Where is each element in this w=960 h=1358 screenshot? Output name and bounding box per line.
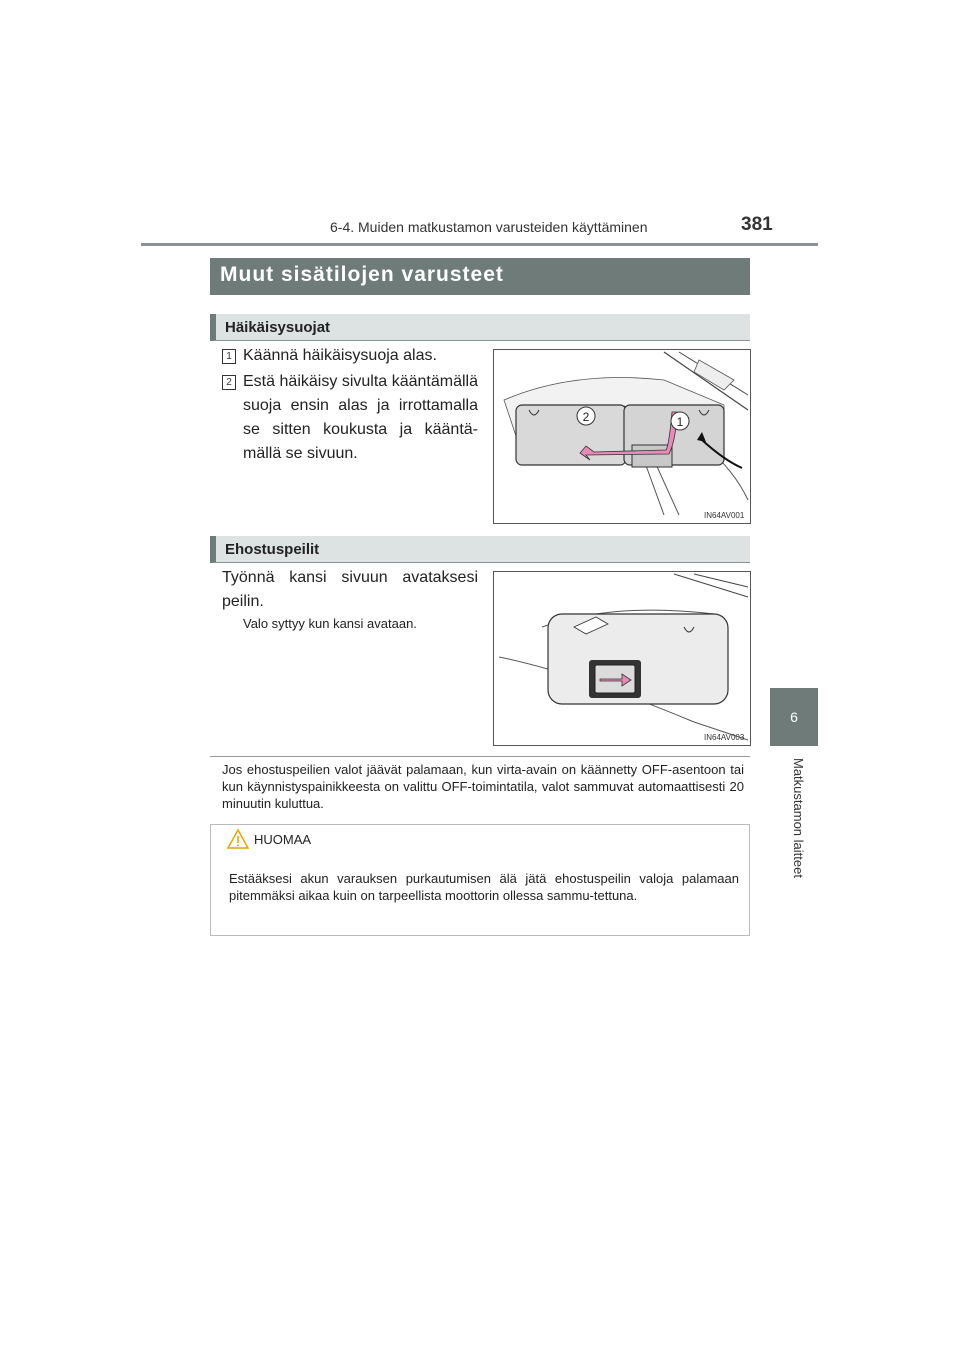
step-number-1: 1 (222, 349, 236, 364)
visor-illustration (494, 350, 750, 523)
caution-title: HUOMAA (254, 832, 312, 847)
caution-text: Estääksesi akun varauksen purkautumisen älä jätä ehostuspeilin valoja palamaan pitemmäksi aikaa kuin on tarpeellista moottorin ollessa sammu-tettuna. (229, 871, 739, 903)
mirror-subtext: Valo syttyy kun kansi avataan. (243, 616, 417, 631)
note-text: Jos ehostuspeilien valot jäävät palamaan, kun virta-avain on käännetty OFF-asentoon tai kun käynnistyspainikkeesta on valittu OFF-toimintatila, valot sammuvat automaattisesti 20 minuutin kuluttua. (222, 762, 744, 811)
callout-2: 2 (582, 410, 590, 424)
mirror-instruction: Työnnä kansi sivuun avataksesi peilin. (222, 569, 478, 610)
visor-figure (493, 349, 751, 524)
warning-triangle-icon (226, 828, 250, 850)
step-2-text: Estä häikäisy sivulta kääntämällä suoja ensin alas ja irrottamalla se sitten koukusta ja kääntä-mällä se sivuun. (243, 373, 478, 462)
mirror-illustration (494, 572, 750, 745)
step-number-2: 2 (222, 375, 236, 390)
chapter-title-vertical (790, 758, 808, 898)
figure-code-mirror: IN64AV003 (704, 733, 745, 742)
header-section-path: 6-4. Muiden matkustamon varusteiden käyttäminen (330, 219, 648, 235)
chapter-title: Matkustamon laitteet (791, 758, 806, 878)
chapter-tab: 6 (770, 688, 818, 746)
section-title: Muut sisätilojen varusteet (210, 258, 750, 295)
note-divider (210, 756, 750, 757)
mirror-figure (493, 571, 751, 746)
subheading-mirrors: Ehostuspeilit (210, 536, 750, 563)
callout-1: 1 (676, 415, 684, 429)
header-divider (141, 243, 818, 246)
subheading-visors: Häikäisysuojat (210, 314, 750, 341)
figure-code-visor: IN64AV001 (704, 511, 745, 520)
step-1-text: Käännä häikäisysuoja alas. (243, 347, 437, 364)
page-number: 381 (741, 214, 773, 235)
